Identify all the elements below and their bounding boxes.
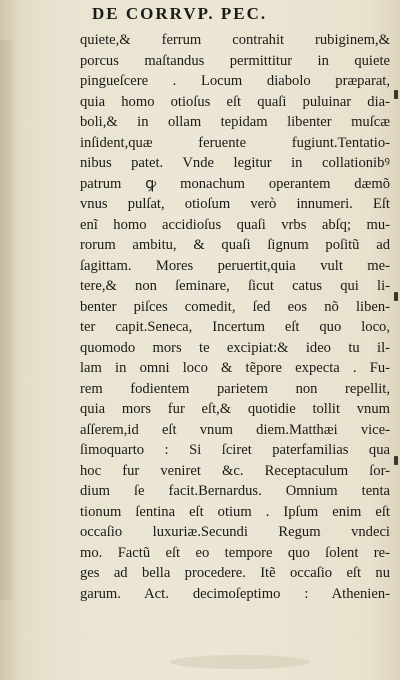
page-gutter-shadow (0, 40, 16, 600)
margin-mark (394, 456, 398, 465)
text-line: patrum ꝙ monachum operantem dæmõ (80, 175, 390, 192)
text-line: lam in omni loco & tẽpore expecta . Fu- (80, 360, 390, 376)
text-line: quia homo otioſus eſt quaſi puluinar dia- (80, 93, 390, 110)
text-line: mo. Factũ eſt eo tempore quo ſolent re- (80, 544, 390, 561)
text-line: tere,& non ſeminare, ſicut catus qui li- (80, 278, 390, 294)
paper-stain (170, 655, 310, 669)
body-text (80, 30, 390, 604)
text-line: ſagittam. Mores peruertit,quia vult me- (80, 257, 390, 274)
text-line: dium ſe facit.Bernardus. Omnium tenta (80, 483, 390, 499)
text-line: nibus patet. Vnde legitur in collationibꝰ (80, 155, 390, 171)
text-line: inſident,quæ feruente fugiunt.Tentatio- (80, 134, 390, 151)
text-line: porcus maſtandus permittitur in quiete (80, 52, 390, 69)
text-line: ſimoquarto : Si ſciret paterfamilias qua (80, 442, 390, 458)
text-line: quomodo mors te excipiat:& ideo tu il- (80, 339, 390, 356)
text-line: boli,& in ollam tepidam libenter muſcæ (80, 114, 390, 130)
text-line: garum. Act. decimoſeptimo : Athenien- (80, 585, 390, 602)
text-line: ter capit.Seneca, Incertum eſt quo loco, (80, 319, 390, 335)
text-line: ges ad bella procedere. Itẽ occaſio eſt nu (80, 565, 390, 581)
margin-mark (394, 90, 398, 99)
text-line: benter piſces comedit, ſed eos nõ liben- (80, 298, 390, 315)
text-line: occaſio luxuriæ.Secundi Regum vndeci (80, 524, 390, 540)
text-line: quia mors fur eſt,& quotidie tollit vnum (80, 401, 390, 417)
text-line: tionum ſentina eſt otium . Ipſum enim eſt (80, 503, 390, 520)
text-line: aſſerem,id eſt vnum diem.Matthæi vice- (80, 421, 390, 438)
text-line: enĩ homo accidioſus quaſi vrbs abſq; mu- (80, 216, 390, 233)
text-line: pingueſcere . Locum diabolo præparat, (80, 73, 390, 89)
text-line: vnus pulſat, otioſum verò innumeri. Eſt (80, 196, 390, 212)
text-line: hoc fur veniret &c. Receptaculum ſor- (80, 462, 390, 479)
running-head: DE CORRVP. PEC. (92, 4, 268, 23)
margin-mark (394, 292, 398, 301)
text-line: rorum ambitu, & quaſi ſignum poſitũ ad (80, 237, 390, 253)
text-line: rem fodientem parietem non repellit, (80, 380, 390, 397)
text-line: quiete,& ferrum contrahit rubiginem,& (80, 32, 390, 48)
